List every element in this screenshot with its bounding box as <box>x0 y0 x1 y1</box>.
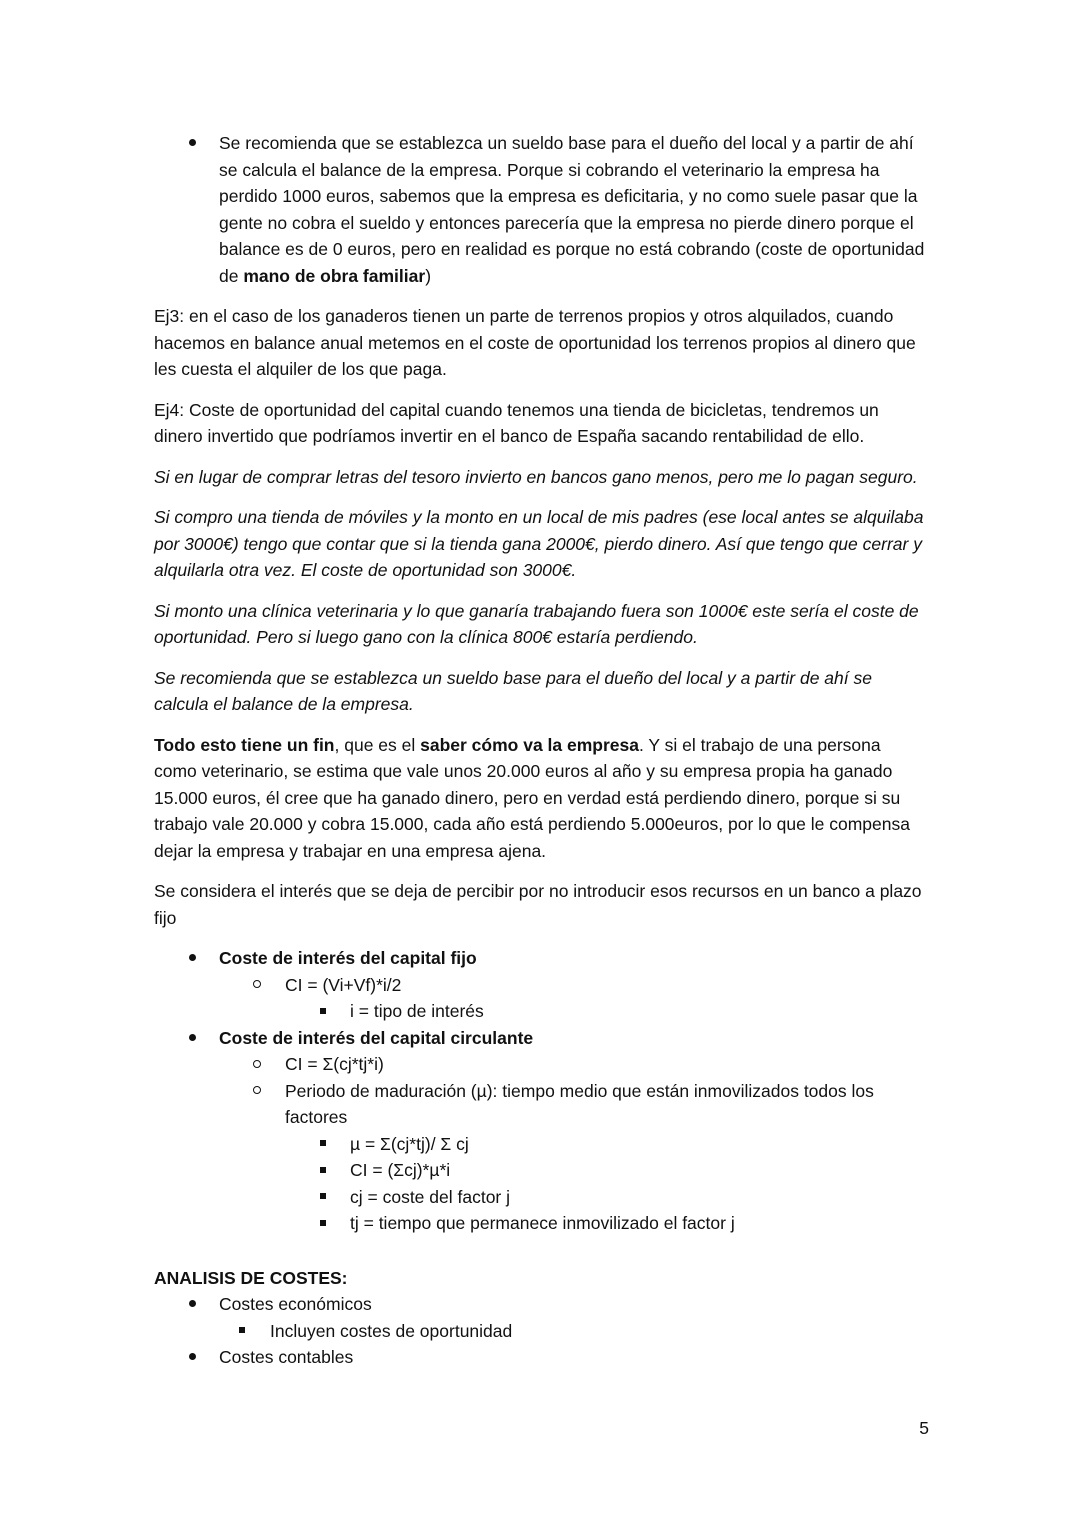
circ-period: Periodo de maduración (µ): tiempo medio que están inmovilizados todos los factores <box>285 1080 874 1127</box>
paragraph-ej3: Ej3: en el caso de los ganaderos tienen un parte de terrenos propios y otros alquilados, cuando hacemos en balance anual metemos en el coste de oportunidad los terrenos propios al dinero que les cuesta el alquiler de los que paga. <box>154 306 916 379</box>
fin-bold-1: Todo esto tiene un fin <box>154 734 335 755</box>
circle-marker <box>247 1078 267 1105</box>
bullet-marker <box>182 1344 202 1371</box>
circ-title: Coste de interés del capital circulante <box>219 1027 534 1048</box>
fin-rest: . Y si el trabajo de una persona como veterinario, se estima que vale unos 20.000 euros al año y su empresa propia ha ganado 15.000 euros, él cree que ha ganado dinero, pero en verdad está perdiendo dinero, porque si su trabajo vale 20.000 y cobra 15.000, cada año está perdiendo 5.000euros, por lo que le compensa dejar la empresa y trabajar en una empresa ajena. <box>154 734 910 861</box>
circ-sub-item: CI = (Σcj)*µ*i <box>350 1160 451 1180</box>
circ-sub-item: cj = coste del factor j <box>350 1186 511 1207</box>
square-marker <box>232 1318 252 1345</box>
top-bullet-close: ) <box>425 265 432 286</box>
paragraph-fin <box>154 732 926 865</box>
list-item-circ-sub-4 <box>154 1210 926 1237</box>
paragraph-italic-2: Si compro una tienda de móviles y la monto en un local de mis padres (ese local antes se alquilaba por 3000€) tengo que contar que si la tienda gana 2000€, pierdo dinero. Así que tengo que cerrar y alquilarla otra vez. El coste de oportunidad son 3000€. <box>154 507 924 580</box>
fixed-title: Coste de interés del capital fijo <box>219 948 477 968</box>
top-bullet-text: Se recomienda que se establezca un sueldo base para el dueño del local y a partir de ahí se calcula el balance de la empresa. Porque si cobrando el veterinario la empresa ha perdido 1000 euros, sabemos que la empresa es deficitaria, y no como suele pasar que la gente no cobra el sueldo y entonces parecería que la empresa no pierde dinero porque el balance es de 0 euros, pero en realidad es porque no está cobrando (coste de oportunidad de <box>219 133 925 286</box>
fixed-note: i = tipo de interés <box>350 1001 484 1021</box>
analisis-item-2-text: Costes contables <box>219 1347 354 1367</box>
circ-sub-item: tj = tiempo que permanece inmovilizado el factor j <box>350 1213 735 1233</box>
analisis-item-2 <box>154 1344 926 1371</box>
list-item-fixed <box>154 945 926 972</box>
square-marker <box>313 1131 333 1158</box>
list-item-fixed-formula <box>154 972 926 999</box>
square-marker <box>313 1157 333 1184</box>
bullet-marker <box>182 945 202 972</box>
square-marker <box>313 1210 333 1237</box>
analisis-heading: ANALISIS DE COSTES: <box>154 1267 348 1288</box>
list-item-circ-period <box>154 1078 926 1131</box>
bullet-marker <box>182 1291 202 1318</box>
paragraph-interes: Se considera el interés que se deja de percibir por no introducir esos recursos en un banco a plazo fijo <box>154 881 922 928</box>
fixed-formula: CI = (Vi+Vf)*i/2 <box>285 974 402 995</box>
circ-sub-item: µ = Σ(cj*tj)/ Σ cj <box>350 1133 469 1154</box>
fin-bold-2: saber cómo va la empresa <box>420 734 639 755</box>
square-marker <box>313 998 333 1025</box>
interest-list <box>154 945 926 1237</box>
analisis-item-1-sub-text: Incluyen costes de oportunidad <box>270 1320 513 1341</box>
list-item-circ-sub-2 <box>154 1157 926 1184</box>
top-bullet-bold: mano de obra familiar <box>243 265 426 286</box>
page-content <box>154 130 926 1371</box>
square-marker <box>313 1184 333 1211</box>
bullet-marker <box>182 130 202 157</box>
paragraph-ej4: Ej4: Coste de oportunidad del capital cuando tenemos una tienda de bicicletas, tendremos un dinero invertido que podríamos invertir en el banco de España sacando rentabilidad de ello. <box>154 399 879 446</box>
analisis-item-1 <box>154 1291 926 1318</box>
bullet-marker <box>182 1025 202 1052</box>
analisis-item-1-sub <box>154 1318 926 1345</box>
paragraph-italic-4: Se recomienda que se establezca un sueldo base para el dueño del local y a partir de ahí se calcula el balance de la empresa. <box>154 667 872 714</box>
analisis-item-1-text: Costes económicos <box>219 1294 372 1314</box>
top-bullet-item <box>154 130 926 289</box>
list-item-circ-sub-3 <box>154 1184 926 1211</box>
list-item-circulante <box>154 1025 926 1052</box>
circ-formula: CI = Σ(cj*tj*i) <box>285 1054 384 1074</box>
list-item-circ-formula <box>154 1051 926 1078</box>
page-number: 5 <box>919 1418 929 1438</box>
list-item-fixed-note <box>154 998 926 1025</box>
circle-marker <box>247 1051 267 1078</box>
paragraph-italic-1: Si en lugar de comprar letras del tesoro invierto en bancos gano menos, pero me lo pagan seguro. <box>154 466 918 487</box>
circle-marker <box>247 972 267 999</box>
fin-mid: , que es el <box>334 734 421 755</box>
list-item-circ-sub-1 <box>154 1131 926 1158</box>
paragraph-italic-3: Si monto una clínica veterinaria y lo que ganaría trabajando fuera son 1000€ este sería el coste de oportunidad. Pero si luego gano con la clínica 800€ estaría perdiendo. <box>154 600 919 647</box>
